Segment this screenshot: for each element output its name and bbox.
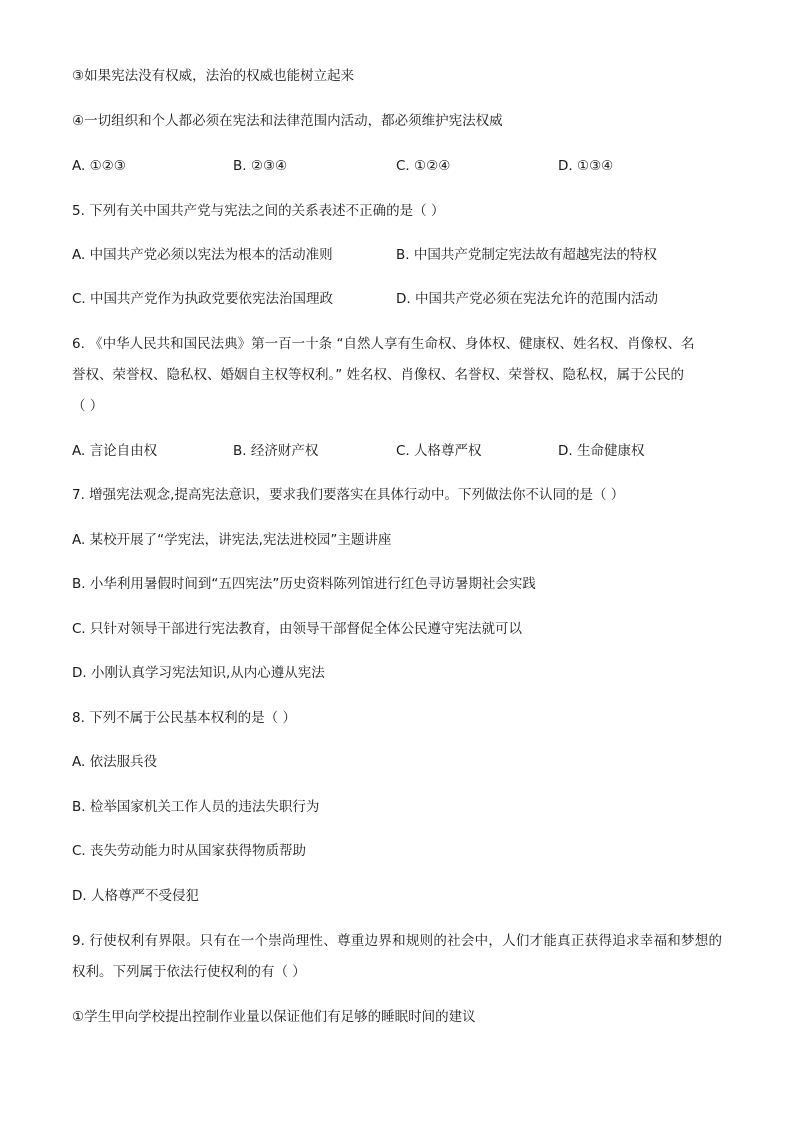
q8-option-b: B. 检举国家机关工作人员的违法失职行为 [72,799,320,815]
q5-option-b: B. 中国共产党制定宪法故有超越宪法的特权 [396,247,657,263]
q6-stem-line2: 誉权、荣誉权、隐私权、婚姻自主权等权利。” 姓名权、肖像权、名誉权、荣誉权、隐私权，属于公民的 [72,367,685,383]
q4-option-a: A. ①②③ [72,158,126,174]
q5-option-c: C. 中国共产党作为执政党要依宪法治国理政 [72,291,334,307]
q7-option-a: A. 某校开展了“学宪法，讲宪法,宪法进校园”主题讲座 [72,532,392,548]
q7-option-c: C. 只针对领导干部进行宪法教育，由领导干部督促全体公民遵守宪法就可以 [72,621,523,637]
q8-option-c: C. 丧失劳动能力时从国家获得物质帮助 [72,843,307,859]
q9-stem: 9. 行使权利有界限。只有在一个崇尚理性、尊重边界和规则的社会中，人们才能真正获得追求幸福和梦想的权利。下列属于依法行使权利的有（ ） [72,933,722,980]
q7-stem: 7. 增强宪法观念,提高宪法意识，要求我们要落实在具体行动中。下列做法你不认同的是（ ） [72,487,625,503]
statement-4: ④一切组织和个人都必须在宪法和法律范围内活动，都必须维护宪法权威 [72,113,503,129]
q7-option-d: D. 小刚认真学习宪法知识,从内心遵从宪法 [72,665,325,681]
q5-option-d: D. 中国共产党必须在宪法允许的范围内活动 [396,291,658,307]
q6-option-c: C. 人格尊严权 [396,443,482,459]
q6-option-d: D. 生命健康权 [558,443,645,459]
statement-3: ③如果宪法没有权威，法治的权威也能树立起来 [72,68,355,84]
q7-option-b: B. 小华利用暑假时间到“五四宪法”历史资料陈列馆进行红色寻访暑期社会实践 [72,576,536,592]
q6-option-a: A. 言论自由权 [72,443,158,459]
q9-statement-1: ①学生甲向学校提出控制作业量以保证他们有足够的睡眠时间的建议 [72,1009,476,1025]
q8-stem: 8. 下列不属于公民基本权利的是（ ） [72,710,296,726]
q6-option-b: B. 经济财产权 [233,443,319,459]
q4-option-b: B. ②③④ [233,158,288,174]
q4-option-d: D. ①③④ [558,158,614,174]
q5-stem: 5. 下列有关中国共产党与宪法之间的关系表述不正确的是（ ） [72,203,445,219]
q6-stem-line3: （ ） [72,398,104,414]
q6-stem-line1: 6. 《中华人民共和国民法典》第一百一十条 “自然人享有生命权、身体权、健康权、姓名权、肖像权、名 [72,336,695,352]
q8-option-a: A. 依法服兵役 [72,754,158,770]
q5-option-a: A. 中国共产党必须以宪法为根本的活动准则 [72,247,333,263]
q8-option-d: D. 人格尊严不受侵犯 [72,888,199,904]
q4-option-c: C. ①②④ [396,158,451,174]
